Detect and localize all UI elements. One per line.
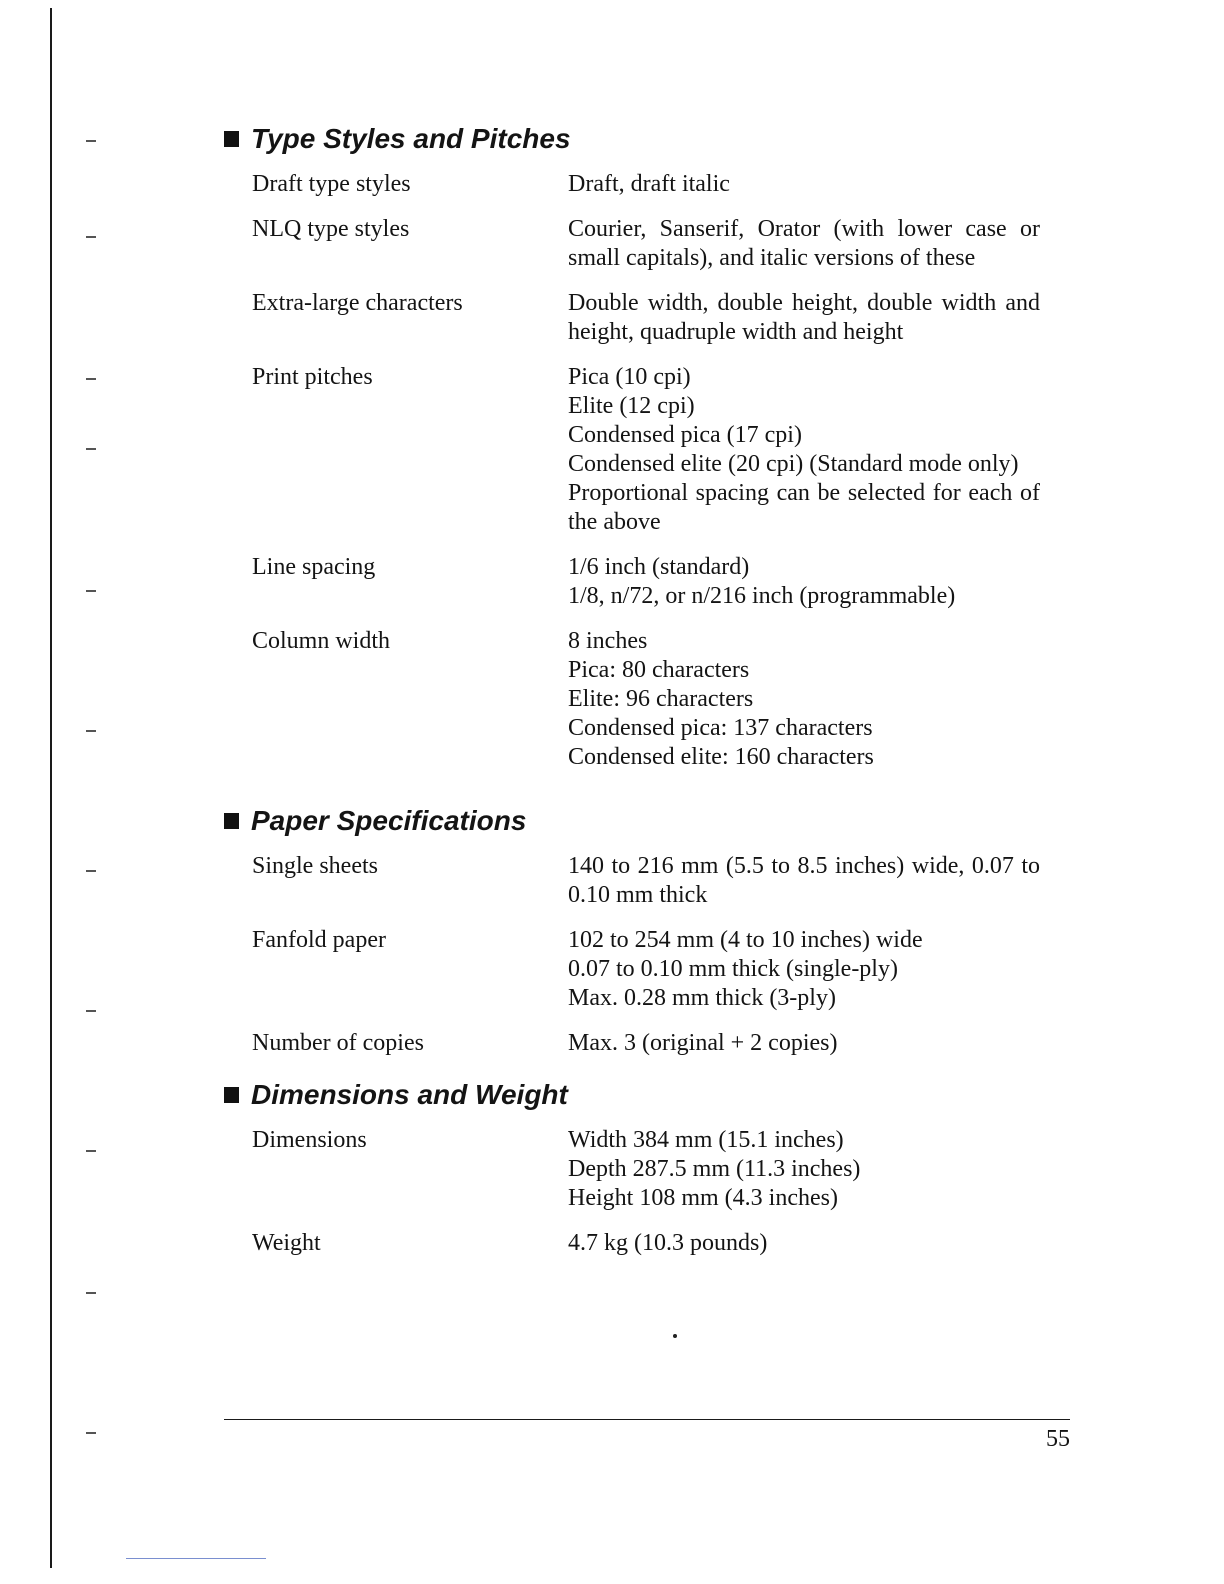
spec-value	[568, 170, 1040, 199]
spec-value	[568, 215, 1040, 273]
spec-value-line: 1/8, n/72, or n/216 inch (programmable)	[568, 583, 956, 609]
spec-value-line: 8 inches	[568, 628, 648, 654]
spec-value-line: Width 384 mm (15.1 inches)	[568, 1127, 844, 1153]
section-heading-type-styles	[224, 118, 1070, 160]
scan-mark	[86, 378, 96, 380]
spec-value	[568, 627, 1040, 772]
scan-mark	[86, 870, 96, 872]
spec-value-line: Pica (10 cpi)	[568, 364, 691, 390]
scan-mark	[86, 590, 96, 592]
section-heading-dimensions-weight	[224, 1074, 1070, 1116]
spec-value-line: Proportional spacing can be selected for each of the above	[568, 480, 1040, 535]
spec-value-line: Elite (12 cpi)	[568, 393, 695, 419]
spec-label: NLQ type styles	[252, 216, 410, 242]
spec-value-line: Depth 287.5 mm (11.3 inches)	[568, 1156, 861, 1182]
bottom-rule	[126, 1558, 266, 1559]
scan-mark	[86, 1432, 96, 1434]
spec-row-single-sheets	[224, 852, 1070, 910]
binding-edge	[50, 8, 52, 1568]
spec-row-nlq-type-styles	[224, 215, 1070, 273]
spec-row-dimensions	[224, 1126, 1070, 1213]
page-number: 55	[1046, 1426, 1070, 1452]
spec-value	[568, 553, 1040, 611]
spec-value-line: Condensed elite (20 cpi) (Standard mode only)	[568, 451, 1019, 477]
spec-row-column-width	[224, 627, 1070, 772]
spec-value-line: 140 to 216 mm (5.5 to 8.5 inches) wide, 0.07 to 0.10 mm thick	[568, 853, 1040, 908]
spec-value	[568, 1126, 1040, 1213]
section-heading-paper-specifications	[224, 800, 1070, 842]
spec-value-line: 1/6 inch (standard)	[568, 554, 750, 580]
spec-row-draft-type-styles	[224, 170, 1070, 199]
spec-label: Column width	[252, 628, 391, 654]
spec-value-line: Condensed pica (17 cpi)	[568, 422, 802, 448]
spec-value	[568, 1029, 1040, 1058]
spec-value-line: Max. 3 (original + 2 copies)	[568, 1030, 838, 1056]
spec-label: Fanfold paper	[252, 927, 386, 953]
spec-value-line: Condensed pica: 137 characters	[568, 715, 873, 741]
scan-mark	[86, 448, 96, 450]
section-heading-text: Paper Specifications	[251, 805, 527, 836]
spec-value	[568, 363, 1040, 537]
stray-dot	[673, 1334, 677, 1338]
spec-value-line: 102 to 254 mm (4 to 10 inches) wide	[568, 927, 923, 953]
section-heading-text: Dimensions and Weight	[251, 1079, 568, 1110]
scan-mark	[86, 236, 96, 238]
bullet-square-icon	[224, 1087, 239, 1103]
spec-value-line: 4.7 kg (10.3 pounds)	[568, 1230, 768, 1256]
spec-label: Line spacing	[252, 554, 376, 580]
spec-row-fanfold-paper	[224, 926, 1070, 1013]
scan-mark	[86, 1292, 96, 1294]
spec-value-line: Double width, double height, double width and height, quadruple width and height	[568, 290, 1040, 345]
spec-label: Print pitches	[252, 364, 373, 390]
spec-label: Number of copies	[252, 1030, 424, 1056]
scan-mark	[86, 140, 96, 142]
spec-label: Single sheets	[252, 853, 378, 879]
bullet-square-icon	[224, 813, 239, 829]
spec-row-number-of-copies	[224, 1029, 1070, 1058]
scan-mark	[86, 1010, 96, 1012]
scan-mark	[86, 730, 96, 732]
spec-value-line: Height 108 mm (4.3 inches)	[568, 1185, 838, 1211]
spec-label: Weight	[252, 1230, 321, 1256]
spec-value-line: Condensed elite: 160 characters	[568, 744, 874, 770]
spec-value-line: Courier, Sanserif, Orator (with lower case or small capitals), and italic versions of these	[568, 216, 1040, 271]
spec-value-line: Pica: 80 characters	[568, 657, 750, 683]
spec-row-print-pitches	[224, 363, 1070, 537]
scan-mark	[86, 1150, 96, 1152]
spec-content	[224, 118, 1070, 1274]
spec-value-line: 0.07 to 0.10 mm thick (single-ply)	[568, 956, 898, 982]
spec-value-line: Elite: 96 characters	[568, 686, 754, 712]
spec-value-line: Max. 0.28 mm thick (3-ply)	[568, 985, 836, 1011]
spec-row-weight	[224, 1229, 1070, 1258]
section-gap	[224, 788, 1070, 800]
spec-value	[568, 1229, 1040, 1258]
spec-value-line: Draft, draft italic	[568, 171, 730, 197]
spec-label: Draft type styles	[252, 171, 411, 197]
spec-row-line-spacing	[224, 553, 1070, 611]
bullet-square-icon	[224, 131, 239, 147]
spec-label: Extra-large characters	[252, 290, 463, 316]
page-footer	[224, 1419, 1070, 1452]
spec-value	[568, 926, 1040, 1013]
spec-row-extra-large-characters	[224, 289, 1070, 347]
spec-value	[568, 289, 1040, 347]
spec-value	[568, 852, 1040, 910]
section-heading-text: Type Styles and Pitches	[251, 123, 571, 154]
spec-label: Dimensions	[252, 1127, 367, 1153]
